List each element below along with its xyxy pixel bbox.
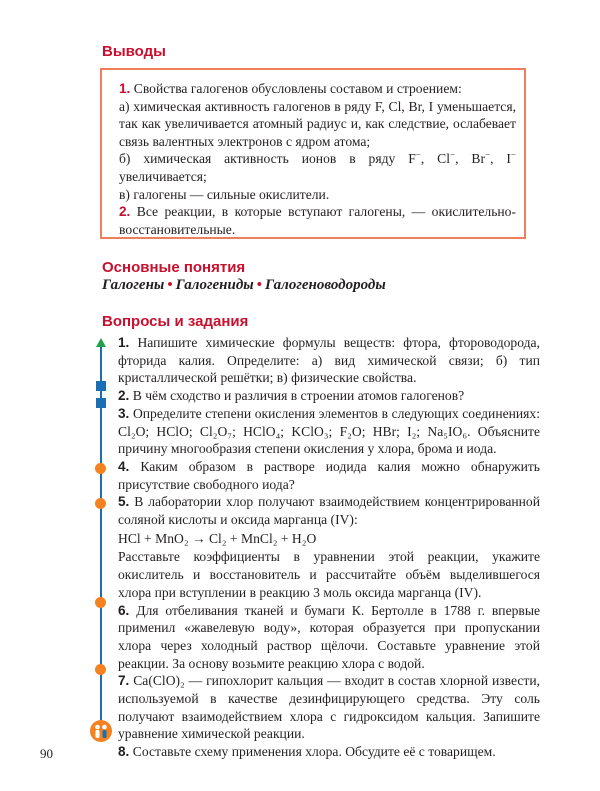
question-5: 5. В лаборатории хлор получают взаимодействием концентрированной соляной кислоты и оксида марганца (IV): — [118, 494, 540, 528]
pair-work-icon — [90, 720, 112, 742]
level-triangle-icon — [96, 338, 106, 347]
conclusions-box — [100, 68, 526, 239]
level-circle-icon — [95, 498, 106, 509]
conclusion-2-number: 2. — [119, 204, 131, 220]
level-square-icon — [96, 381, 106, 391]
conclusion-1a: а) химическая активность галогенов в ряду F, Cl, Br, I уменьшается, так как увеличивается атомный радиус и, как следствие, ослабевает связь валентных электронов с ядром атома; — [119, 98, 516, 149]
concept-item: Галогены — [102, 277, 165, 293]
conclusion-2: 2. Все реакции, в которые вступают галогены, — окислительно-восстановительные. — [119, 204, 516, 237]
question-6: 6. Для отбеливания тканей и бумаги К. Бертолле в 1788 г. впервые применил «жавелевую воду», которая образуется при пропускании хлора через холодный раствор щёлочи. Составьте уравнение этой реакции. За основу возьмите реакцию хлора с водой. — [118, 602, 541, 671]
question-7-formula: Ca(ClO)₂ — [133, 673, 185, 689]
conclusion-1b: б) химическая активность ионов в ряду F−, Cl−, Br−, I− увеличивается; — [119, 149, 516, 184]
conclusion-1-number: 1. — [119, 81, 131, 96]
level-circle-icon — [95, 597, 106, 608]
concept-item: Галогеноводороды — [264, 277, 386, 293]
conclusion-1: 1. Свойства галогенов обусловлены составом и строением: — [119, 81, 462, 96]
question-1: 1. Напишите химические формулы веществ: фтора, фтороводорода, фторида калия. Определите: а) вид химической связи; б) тип кристаллической решётки; в) физические свойства. — [118, 335, 540, 386]
concept-item: Галогениды — [175, 277, 254, 293]
conclusions-heading: Выводы — [102, 43, 166, 60]
level-square-icon — [96, 398, 106, 408]
question-3-formulas: Cl₂O; HClO; Cl₂O₇; HClO₄; KClO₃; F₂O; HBr; I₂; Na₅IO₆. — [118, 423, 471, 439]
question-7: 7. Ca(ClO)₂ — гипохлорит кальция — входит в состав хлорной извести, используемой в качестве дезинфицирующего средства. Эту соль получают взаимодействием хлора с гидроксидом кальция. Запишите уравнение химической реакции. — [118, 673, 540, 742]
page-number: 90 — [40, 746, 53, 761]
level-circle-icon — [95, 664, 106, 675]
question-2: 2. В чём сходство и различия в строении атомов галогенов? — [118, 388, 465, 404]
level-circle-icon — [95, 463, 106, 474]
question-5-task: Расставьте коэффициенты в уравнении этой реакции, укажите окислитель и восстановитель и рассчитайте объём выделившегося хлора при вступлении в реакцию 3 моль оксида марганца (IV). — [118, 549, 540, 600]
question-3: 3. Определите степени окисления элементов в следующих соединениях: Cl₂O; HClO; Cl₂O₇; HClO₄; KClO₃; F₂O; HBr; I₂; Na₅IO₆. Объясните причину многообразия степени окисления у хлора, брома и иода. — [118, 405, 540, 457]
questions-heading: Вопросы и задания — [102, 313, 249, 330]
questions-list — [118, 334, 540, 761]
concepts-heading: Основные понятия — [102, 259, 246, 276]
concepts-list: Галогены • Галогениды • Галогеноводороды — [102, 277, 386, 293]
question-5-equation: HCl + MnO₂ → Cl₂ + MnCl₂ + H₂O — [118, 530, 317, 546]
conclusion-1c: в) галогены — сильные окислители. — [119, 186, 330, 202]
question-4: 4. Каким образом в растворе иодида калия можно обнаружить присутствие свободного иода? — [118, 458, 540, 492]
question-8: 8. Составьте схему применения хлора. Обсудите её с товарищем. — [118, 744, 496, 760]
